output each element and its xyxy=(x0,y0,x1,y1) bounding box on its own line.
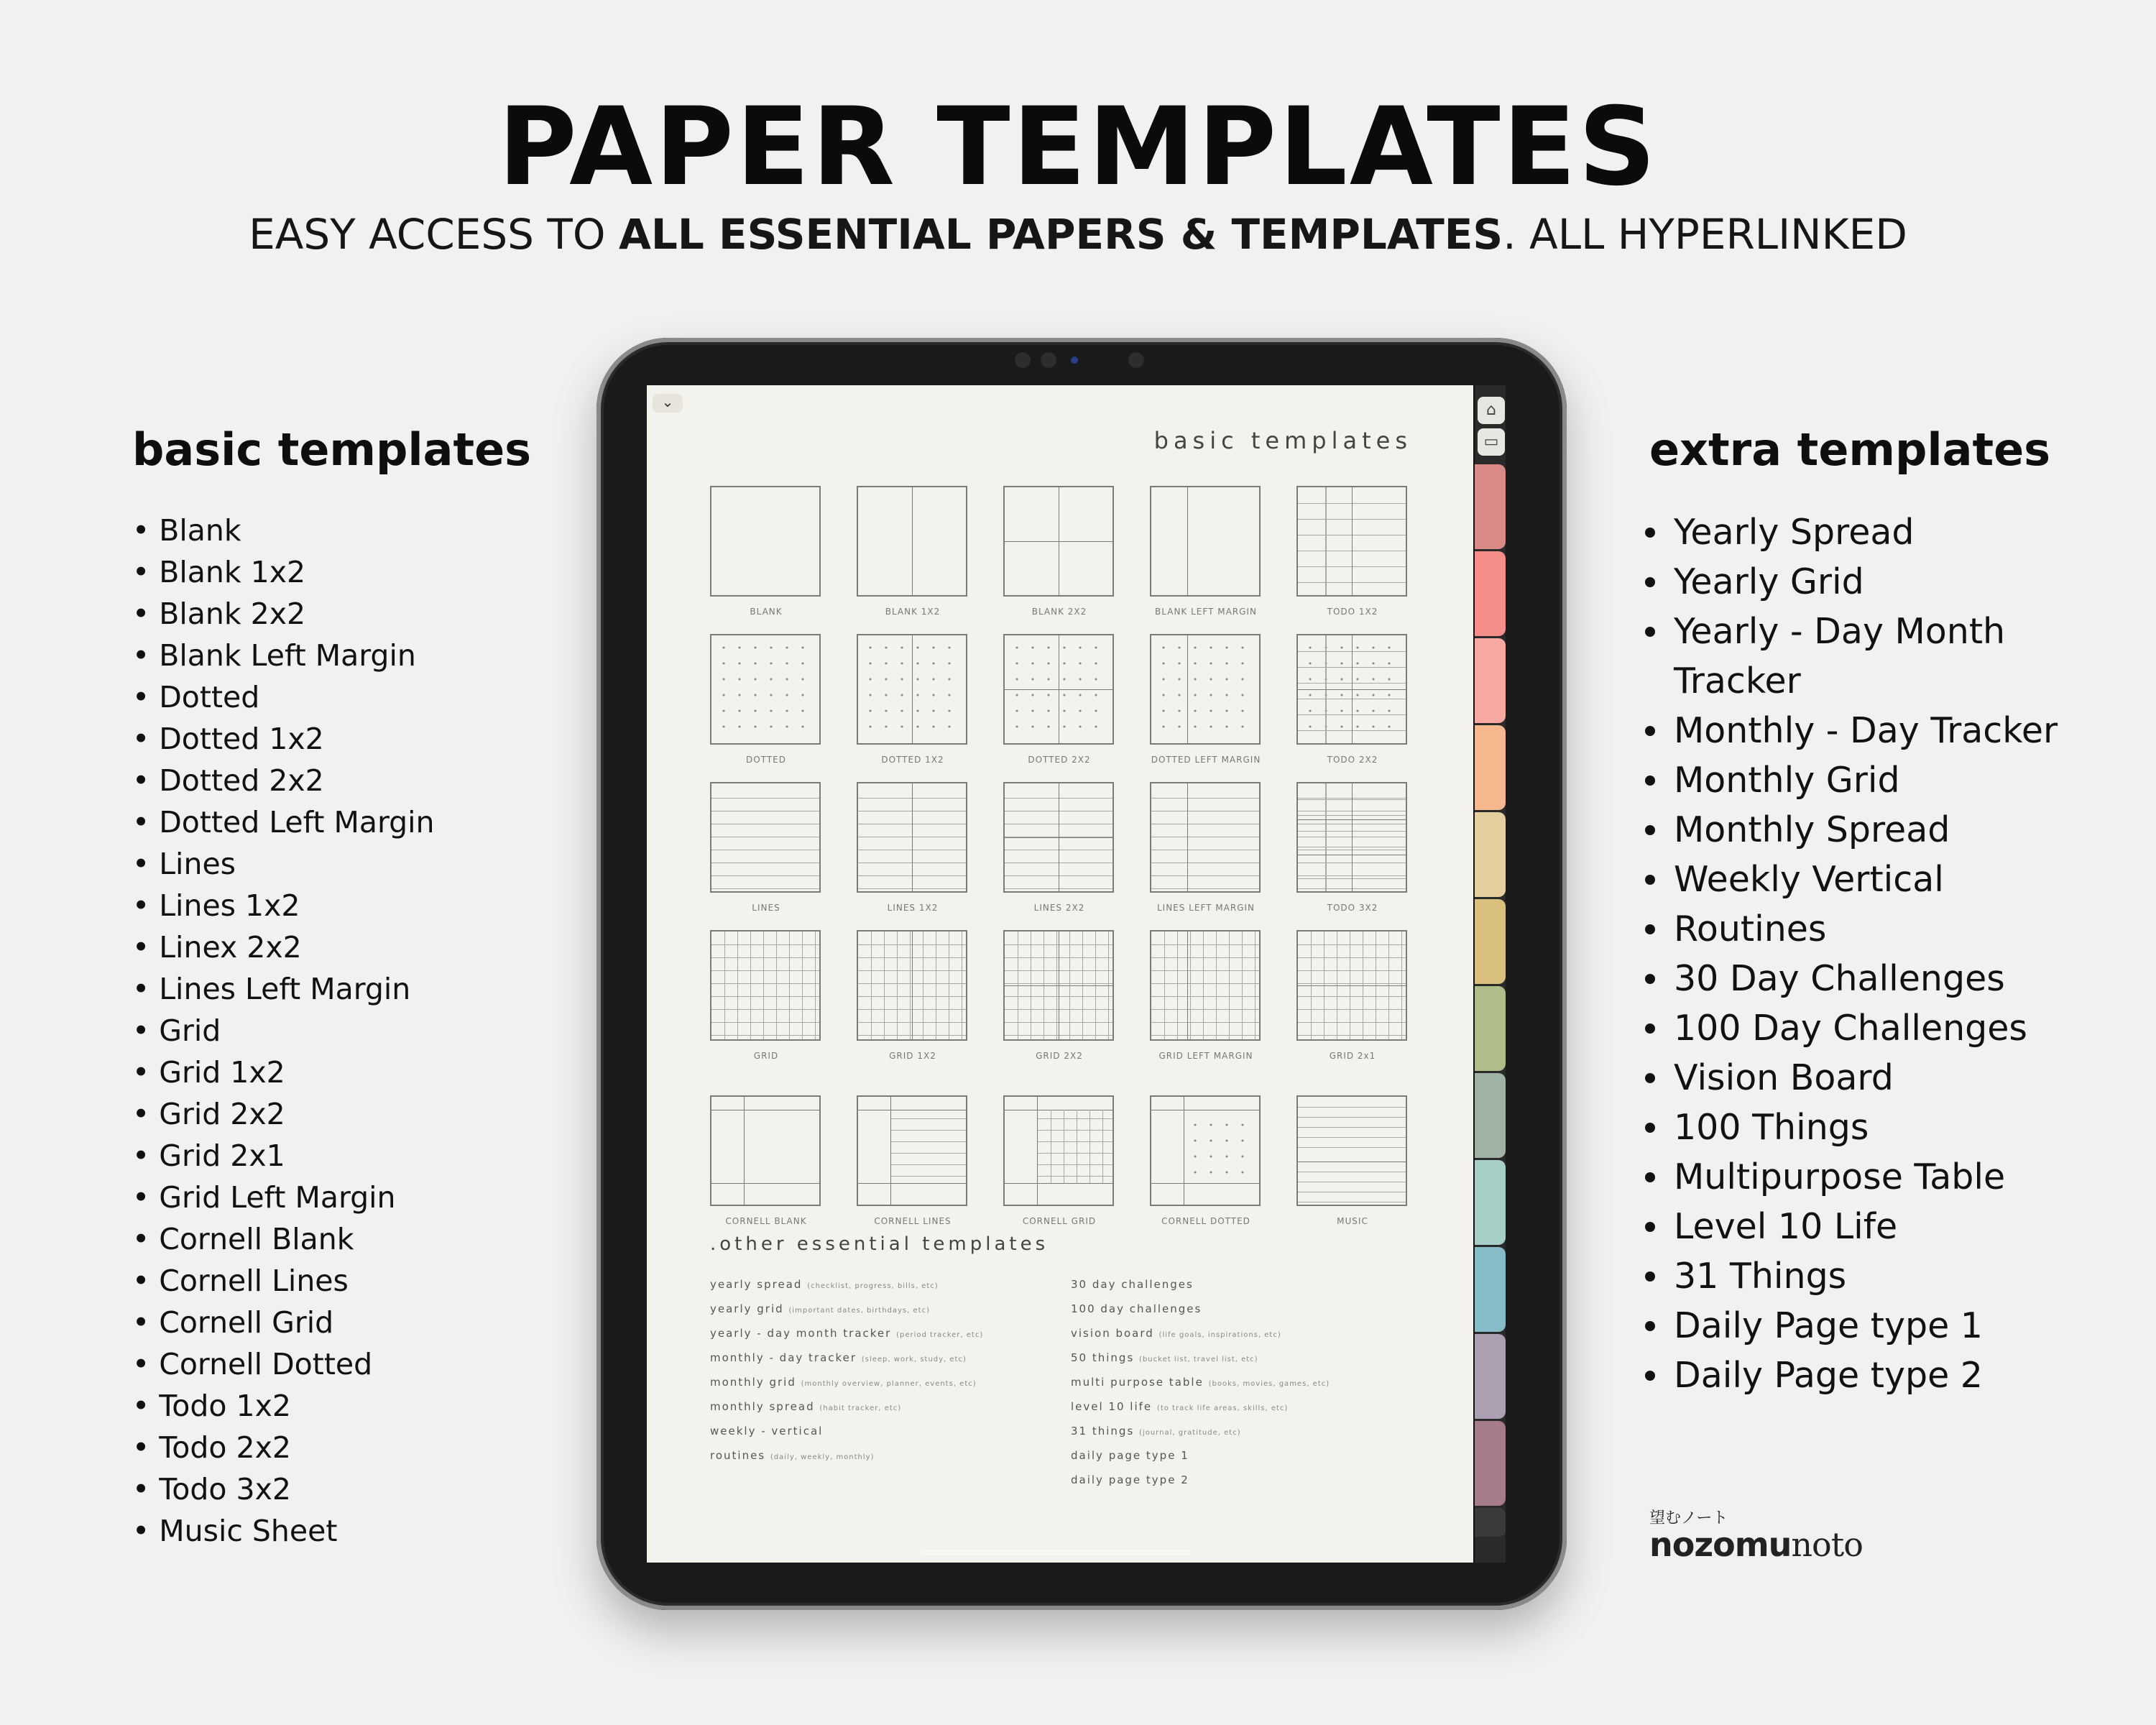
template-caption: CORNELL LINES xyxy=(874,1216,952,1226)
section-tab[interactable] xyxy=(1475,1421,1506,1506)
template-thumbnail[interactable] xyxy=(710,782,822,913)
section-tab[interactable] xyxy=(1475,1334,1506,1419)
basic-template-item: • Blank xyxy=(132,510,435,551)
other-template-name: 30 day challenges xyxy=(1071,1278,1194,1291)
template-caption: LINES 1X2 xyxy=(887,903,939,913)
other-template-link[interactable] xyxy=(710,1272,983,1297)
other-template-link[interactable] xyxy=(1071,1394,1330,1419)
template-thumbnail[interactable] xyxy=(710,486,822,617)
basic-template-item: • Grid xyxy=(132,1010,435,1052)
template-thumbnail[interactable] xyxy=(1150,1095,1262,1226)
section-tab[interactable] xyxy=(1475,1073,1506,1158)
template-caption: GRID LEFT MARGIN xyxy=(1158,1051,1253,1061)
other-template-note: (checklist, progress, bills, etc) xyxy=(807,1282,939,1290)
template-preview xyxy=(1003,486,1114,597)
extra-template-item: Weekly Vertical xyxy=(1642,855,2073,904)
template-caption: LINES 2X2 xyxy=(1033,903,1085,913)
basic-template-item: • Grid 1x2 xyxy=(132,1052,435,1093)
other-template-name: yearly spread xyxy=(710,1278,803,1291)
template-thumbnail[interactable] xyxy=(710,1095,822,1226)
template-preview xyxy=(1296,486,1407,597)
basic-template-item: • Cornell Dotted xyxy=(132,1343,435,1385)
template-thumbnail[interactable] xyxy=(1296,486,1409,617)
other-template-link[interactable] xyxy=(1071,1321,1330,1346)
template-preview xyxy=(710,486,821,597)
basic-template-item: • Cornell Lines xyxy=(132,1260,435,1302)
template-preview xyxy=(1003,634,1114,745)
planner-page xyxy=(647,385,1473,1563)
basic-templates-list xyxy=(132,510,435,1552)
extra-template-item: Vision Board xyxy=(1642,1053,2073,1103)
subtitle-bold: ALL ESSENTIAL PAPERS & TEMPLATES xyxy=(618,210,1503,259)
extra-template-item: Monthly - Day Tracker xyxy=(1642,706,2073,755)
side-tab-bar xyxy=(1475,385,1506,1563)
other-template-link[interactable] xyxy=(710,1394,983,1419)
subtitle-prefix: EASY ACCESS TO xyxy=(249,210,619,259)
template-caption: DOTTED 1X2 xyxy=(881,755,944,765)
section-tab-extra[interactable] xyxy=(1475,1508,1506,1537)
other-template-note: (period tracker, etc) xyxy=(896,1331,984,1339)
other-template-name: monthly grid xyxy=(710,1376,796,1389)
template-caption: GRID xyxy=(753,1051,779,1061)
template-preview xyxy=(1296,782,1407,893)
other-template-name: level 10 life xyxy=(1071,1400,1153,1413)
basic-template-item: • Blank 1x2 xyxy=(132,551,435,593)
template-caption: BLANK 1X2 xyxy=(885,607,941,617)
other-template-name: monthly - day tracker xyxy=(710,1351,857,1364)
template-thumbnail[interactable] xyxy=(1003,930,1115,1061)
template-thumbnail[interactable] xyxy=(857,782,969,913)
template-caption: DOTTED xyxy=(746,755,786,765)
template-preview xyxy=(1296,634,1407,745)
template-caption: BLANK LEFT MARGIN xyxy=(1155,607,1257,617)
template-caption: MUSIC xyxy=(1337,1216,1368,1226)
basic-template-item: • Blank 2x2 xyxy=(132,593,435,635)
template-caption: DOTTED 2X2 xyxy=(1028,755,1091,765)
template-caption: CORNELL GRID xyxy=(1022,1216,1097,1226)
template-caption: GRID 2x1 xyxy=(1329,1051,1376,1061)
template-preview xyxy=(857,930,967,1041)
extra-templates-heading: extra templates xyxy=(1649,423,2051,476)
other-template-note: (bucket list, travel list, etc) xyxy=(1139,1356,1258,1363)
section-tab[interactable] xyxy=(1475,899,1506,984)
extra-template-item: 31 Things xyxy=(1642,1251,2073,1301)
other-template-name: vision board xyxy=(1071,1327,1154,1340)
section-tab[interactable] xyxy=(1475,986,1506,1071)
brand-logo-light: noto xyxy=(1791,1525,1863,1564)
other-template-name: yearly grid xyxy=(710,1302,784,1315)
camera-sensor-right xyxy=(1128,352,1144,368)
template-caption: BLANK 2X2 xyxy=(1031,607,1087,617)
other-template-link[interactable] xyxy=(1071,1419,1330,1443)
other-template-link[interactable] xyxy=(1071,1297,1330,1321)
basic-template-item: • Todo 1x2 xyxy=(132,1385,435,1427)
basic-template-item: • Grid 2x2 xyxy=(132,1093,435,1135)
other-template-name: weekly - vertical xyxy=(710,1425,824,1438)
basic-template-item: • Music Sheet xyxy=(132,1510,435,1552)
other-template-name: routines xyxy=(710,1449,766,1462)
template-caption: CORNELL DOTTED xyxy=(1161,1216,1250,1226)
template-preview xyxy=(710,782,821,893)
template-preview xyxy=(1003,1095,1114,1206)
other-template-link[interactable] xyxy=(710,1321,983,1346)
page-title: basic templates xyxy=(1153,427,1412,454)
other-template-link[interactable] xyxy=(710,1297,983,1321)
home-icon[interactable]: ⌂ xyxy=(1478,397,1505,424)
basic-template-item: • Grid 2x1 xyxy=(132,1135,435,1177)
section-tab[interactable] xyxy=(1475,1247,1506,1332)
basic-template-item: • Dotted 2x2 xyxy=(132,760,435,801)
brand-logo-en xyxy=(1649,1525,1863,1564)
basic-template-item: • Cornell Blank xyxy=(132,1218,435,1260)
basic-template-item: • Grid Left Margin xyxy=(132,1177,435,1218)
other-template-note: (sleep, work, study, etc) xyxy=(861,1356,967,1363)
template-preview xyxy=(857,782,967,893)
basic-template-item: • Blank Left Margin xyxy=(132,635,435,676)
extra-template-item: Yearly - Day Month Tracker xyxy=(1642,607,2073,706)
extra-template-item: 30 Day Challenges xyxy=(1642,954,2073,1003)
headline-title: PAPER TEMPLATES xyxy=(497,85,1659,210)
template-thumbnail[interactable] xyxy=(857,634,969,765)
other-template-link[interactable] xyxy=(1071,1272,1330,1297)
template-thumbnail[interactable] xyxy=(1296,782,1409,913)
other-template-name: 50 things xyxy=(1071,1351,1135,1364)
tablet-screen xyxy=(647,385,1506,1563)
other-template-link[interactable] xyxy=(1071,1370,1330,1394)
template-preview xyxy=(857,486,967,597)
other-templates-left-column xyxy=(710,1272,983,1468)
template-thumbnail[interactable] xyxy=(857,486,969,617)
template-thumbnail[interactable] xyxy=(1296,1095,1409,1226)
template-preview xyxy=(1003,782,1114,893)
section-tab[interactable] xyxy=(1475,638,1506,723)
other-template-name: yearly - day month tracker xyxy=(710,1327,892,1340)
other-template-note: (monthly overview, planner, events, etc) xyxy=(801,1380,977,1388)
other-template-note: (daily, weekly, monthly) xyxy=(770,1453,875,1461)
template-caption: CORNELL BLANK xyxy=(725,1216,807,1226)
basic-template-item: • Dotted xyxy=(132,676,435,718)
template-thumbnail[interactable] xyxy=(1150,930,1262,1061)
other-template-link[interactable] xyxy=(1071,1346,1330,1370)
extra-template-item: Multipurpose Table xyxy=(1642,1152,2073,1202)
template-preview xyxy=(1150,782,1261,893)
chevron-down-icon[interactable]: ⌄ xyxy=(653,394,683,413)
section-tab[interactable] xyxy=(1475,812,1506,897)
extra-template-item: Daily Page type 1 xyxy=(1642,1301,2073,1351)
section-tab[interactable] xyxy=(1475,464,1506,549)
basic-template-item: • Linex 2x2 xyxy=(132,926,435,968)
extra-template-item: 100 Day Challenges xyxy=(1642,1003,2073,1053)
template-preview xyxy=(1296,1095,1407,1206)
template-caption: DOTTED LEFT MARGIN xyxy=(1151,755,1261,765)
template-thumbnail[interactable] xyxy=(857,930,969,1061)
other-template-name: monthly spread xyxy=(710,1400,815,1413)
template-thumbnail[interactable] xyxy=(857,1095,969,1226)
other-template-name: 31 things xyxy=(1071,1425,1135,1438)
template-caption: GRID 2X2 xyxy=(1036,1051,1083,1061)
template-preview xyxy=(1150,634,1261,745)
template-thumbnail[interactable] xyxy=(1296,634,1409,765)
brand-logo xyxy=(1649,1509,1863,1564)
template-preview xyxy=(1150,930,1261,1041)
template-thumbnail[interactable] xyxy=(710,930,822,1061)
template-thumbnail[interactable] xyxy=(1003,782,1115,913)
template-preview xyxy=(1296,930,1407,1041)
headline-subtitle xyxy=(0,206,2156,263)
section-tab[interactable] xyxy=(1475,725,1506,810)
template-caption: TODO 1X2 xyxy=(1327,607,1378,617)
other-template-link[interactable] xyxy=(710,1370,983,1394)
other-templates-right-column xyxy=(1071,1272,1330,1492)
square-icon[interactable]: ▭ xyxy=(1478,428,1505,456)
basic-template-item: • Todo 2x2 xyxy=(132,1427,435,1468)
other-template-note: (journal, gratitude, etc) xyxy=(1139,1429,1241,1437)
subtitle-suffix: . ALL HYPERLINKED xyxy=(1503,210,1907,259)
other-template-link[interactable] xyxy=(710,1443,983,1468)
template-preview xyxy=(857,1095,967,1206)
other-template-note: (to track life areas, skills, etc) xyxy=(1156,1404,1289,1412)
extra-template-item: Yearly Spread xyxy=(1642,507,2073,557)
camera-sensor xyxy=(1015,352,1031,368)
template-preview xyxy=(710,930,821,1041)
template-caption: LINES LEFT MARGIN xyxy=(1156,903,1256,913)
template-preview xyxy=(857,634,967,745)
brand-logo-bold: nozomu xyxy=(1649,1525,1792,1564)
basic-template-item: • Dotted 1x2 xyxy=(132,718,435,760)
other-template-name: multi purpose table xyxy=(1071,1376,1204,1389)
camera-indicator xyxy=(1071,356,1078,364)
template-thumbnail[interactable] xyxy=(1150,486,1262,617)
template-caption: BLANK xyxy=(750,607,783,617)
basic-template-item: • Lines Left Margin xyxy=(132,968,435,1010)
extra-template-item: Daily Page type 2 xyxy=(1642,1351,2073,1400)
template-thumbnail[interactable] xyxy=(710,634,822,765)
template-preview xyxy=(710,634,821,745)
template-thumbnail[interactable] xyxy=(1150,634,1262,765)
extra-template-item: Routines xyxy=(1642,904,2073,954)
extra-template-item: 100 Things xyxy=(1642,1103,2073,1152)
camera-lens xyxy=(1041,352,1056,368)
extra-template-item: Yearly Grid xyxy=(1642,557,2073,607)
home-indicator[interactable] xyxy=(920,1550,1193,1555)
template-thumbnail[interactable] xyxy=(1150,782,1262,913)
other-template-link[interactable] xyxy=(1071,1468,1330,1492)
other-template-note: (important dates, birthdays, etc) xyxy=(788,1307,930,1315)
extra-template-item: Level 10 Life xyxy=(1642,1202,2073,1251)
template-thumbnail[interactable] xyxy=(1003,634,1115,765)
extra-templates-list xyxy=(1642,507,2073,1400)
brand-logo-jp: 望むノート xyxy=(1649,1509,1728,1527)
other-template-link[interactable] xyxy=(710,1419,983,1443)
other-template-note: (life goals, inspirations, etc) xyxy=(1158,1331,1281,1339)
template-caption: TODO 3X2 xyxy=(1327,903,1378,913)
template-thumbnail[interactable] xyxy=(1003,486,1115,617)
other-template-name: daily page type 1 xyxy=(1071,1449,1189,1462)
basic-template-item: • Lines 1x2 xyxy=(132,885,435,926)
template-caption: LINES xyxy=(752,903,780,913)
section-tab[interactable] xyxy=(1475,1160,1506,1245)
basic-template-item: • Cornell Grid xyxy=(132,1302,435,1343)
template-preview xyxy=(1003,930,1114,1041)
other-templates-heading: .other essential templates xyxy=(710,1233,1049,1255)
template-preview xyxy=(1150,1095,1261,1206)
template-caption: GRID 1X2 xyxy=(889,1051,936,1061)
template-thumbnail[interactable] xyxy=(1296,930,1409,1061)
basic-template-item: • Dotted Left Margin xyxy=(132,801,435,843)
other-template-link[interactable] xyxy=(1071,1443,1330,1468)
other-template-name: daily page type 2 xyxy=(1071,1473,1189,1486)
basic-template-item: • Todo 3x2 xyxy=(132,1468,435,1510)
tablet-device xyxy=(596,338,1567,1610)
extra-template-item: Monthly Grid xyxy=(1642,755,2073,805)
section-tab[interactable] xyxy=(1475,551,1506,636)
basic-templates-heading: basic templates xyxy=(132,423,532,476)
other-template-name: 100 day challenges xyxy=(1071,1302,1202,1315)
template-preview xyxy=(1150,486,1261,597)
template-preview xyxy=(710,1095,821,1206)
template-thumbnail[interactable] xyxy=(1003,1095,1115,1226)
template-caption: TODO 2X2 xyxy=(1327,755,1378,765)
other-template-note: (books, movies, games, etc) xyxy=(1208,1380,1330,1388)
extra-template-item: Monthly Spread xyxy=(1642,805,2073,855)
basic-template-item: • Lines xyxy=(132,843,435,885)
other-template-note: (habit tracker, etc) xyxy=(819,1404,902,1412)
other-template-link[interactable] xyxy=(710,1346,983,1370)
